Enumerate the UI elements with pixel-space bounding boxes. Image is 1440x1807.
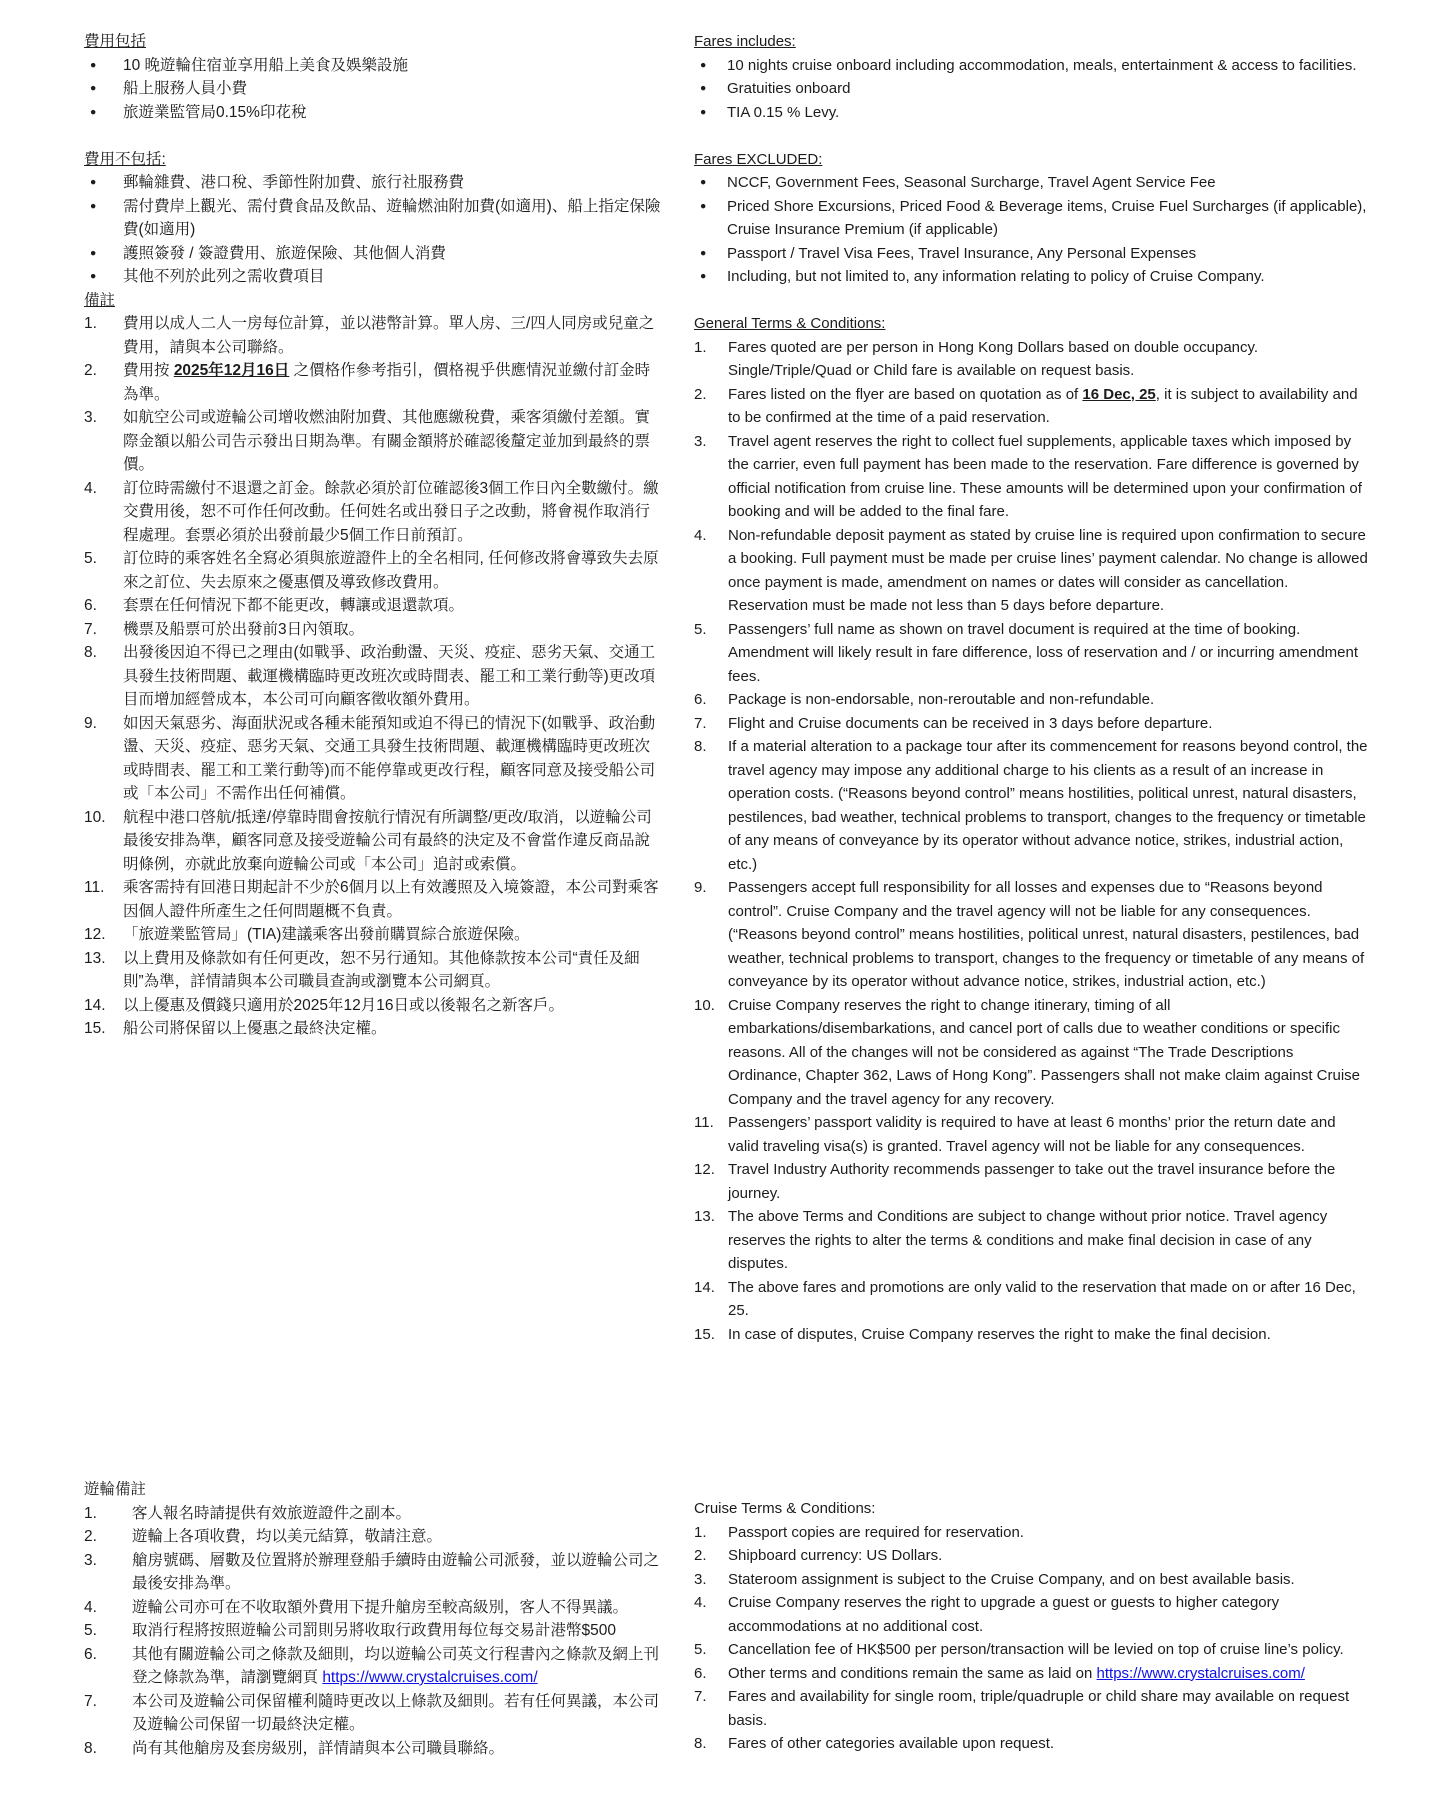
fares-include-zh-list	[84, 54, 662, 125]
bullet-item: ● 10 晚遊輪住宿並享用船上美食及娛樂設施	[84, 54, 662, 78]
note-item: 以上優惠及價錢只適用於2025年12月16日或以後報名之新客戶。	[123, 996, 564, 1014]
note-item: 出發後因迫不得已之理由(如戰爭、政治動盪、天災、疫症、惡劣天氣、交通工具發生技術問題、載運機構臨時更改班次或時間表、罷工和工業行動等)更改項目而增加經營成本，本公司可向顧客徵收額外費用。	[123, 644, 656, 708]
fares-exclude-en-title: Fares EXCLUDED:	[694, 150, 823, 168]
note-item: 以上費用及條款如有任何更改，恕不另行通知。其他條款按本公司“責任及細則”為準，詳情請與本公司職員查詢或瀏覽本公司網頁。	[123, 949, 640, 990]
cruise-terms-en-title: Cruise Terms & Conditions:	[694, 1500, 876, 1517]
note-item: 費用以成人二人一房每位計算，並以港幣計算。單人房、三/四人同房或兒童之費用，請與本公司聯絡。	[123, 315, 655, 356]
cruise-notes-zh-list	[84, 1502, 662, 1761]
term-item: The above Terms and Conditions are subject to change without prior notice. Travel agency reserves the rights to alter the terms & conditions and make final decision in case of any disputes.	[728, 1208, 1328, 1272]
cruise-terms-en-section	[694, 1497, 1368, 1756]
fares-include-en-list	[694, 54, 1368, 125]
cruise-term-item	[694, 1662, 1368, 1686]
fares-exclude-en-list	[694, 171, 1368, 289]
left-column	[84, 30, 662, 1041]
cruise-term-item: Fares and availability for single room, triple/quadruple or child share may available on request basis.	[728, 1688, 1350, 1729]
note-item: 如航空公司或遊輪公司增收燃油附加費、其他應繳稅費，乘客須繳付差額。實際金額以船公司告示發出日期為準。有關金額將於確認後釐定並加到最終的票價。	[123, 409, 651, 473]
fares-exclude-zh-list	[84, 171, 662, 289]
term-item: Travel Industry Authority recommends passenger to take out the travel insurance before the journey.	[728, 1161, 1336, 1202]
cruise-note-item: 遊輪公司亦可在不收取額外費用下提升艙房至較高級別，客人不得異議。	[132, 1598, 629, 1616]
bullet-item: ● Gratuities onboard	[694, 77, 1368, 101]
note-item: 如因天氣惡劣、海面狀況或各種未能預知或迫不得已的情況下(如戰爭、政治動盪、天災、疫症、惡劣天氣、交通工具發生技術問題、載運機構臨時更改班次或時間表、罷工和工業行動等)而不能停靠或更改行程，顧客同意及接受船公司或「本公司」不需作出任何補償。	[123, 714, 656, 802]
note-item	[84, 359, 662, 406]
bullet-item: ● Passport / Travel Visa Fees, Travel Insurance, Any Personal Expenses	[694, 242, 1368, 266]
note-item: 訂位時需繳付不退還之訂金。餘款必須於訂位確認後3個工作日內全數繳付。繳交費用後，恕不可作任何改動。任何姓名或出發日子之改動，將會視作取消行程處理。套票必須於出發前最少5個工作日前預訂。	[123, 479, 659, 544]
term-item: Package is non-endorsable, non-reroutable and non-refundable.	[728, 691, 1155, 708]
notes-zh-title: 備註	[84, 291, 116, 309]
right-column	[694, 30, 1368, 1346]
term-item: Flight and Cruise documents can be received in 3 days before departure.	[728, 714, 1213, 732]
term-item: Travel agent reserves the right to collect fuel supplements, applicable taxes which imposed by the carrier, even full payment has been made to the reservation. Fare difference is governed by official notification from cruise line. These amounts will be determined upon your confirmation of booking and will be added to the final fare.	[728, 432, 1362, 520]
general-terms-title: General Terms & Conditions:	[694, 315, 886, 332]
fares-include-en-title: Fares includes:	[694, 33, 796, 50]
term-item: Passengers’ passport validity is required to have at least 6 months’ prior the return date and valid traveling visa(s) is granted. Travel agency will not be liable for any consequences.	[728, 1114, 1336, 1155]
general-terms-list	[694, 336, 1368, 1347]
bullet-item: ● 護照簽發 / 簽證費用、旅遊保險、其他個人消費	[84, 242, 662, 266]
term-item: The above fares and promotions are only valid to the reservation that made on or after 16 Dec, 25.	[728, 1278, 1356, 1319]
cruise-note-item: 艙房號碼、層數及位置將於辦理登船手續時由遊輪公司派發，並以遊輪公司之最後安排為準。	[132, 1551, 660, 1592]
quotation-date: 16 Dec, 25	[1082, 385, 1156, 403]
term-item: Passengers’ full name as shown on travel document is required at the time of booking. Amendment will likely result in fare difference, loss of reservation and / or incurring amendment fees.	[728, 620, 1359, 685]
cruise-note-item: 客人報名時請提供有效旅遊證件之副本。	[132, 1504, 412, 1522]
cruise-notes-zh-title: 遊輪備註	[84, 1481, 147, 1498]
bullet-item: ● Including, but not limited to, any information relating to policy of Cruise Company.	[694, 265, 1368, 289]
cruise-term-item: Cancellation fee of HK$500 per person/transaction will be levied on top of cruise line’s policy.	[728, 1641, 1344, 1658]
fares-include-zh-title: 費用包括	[84, 33, 147, 50]
bullet-item: ● 10 nights cruise onboard including accommodation, meals, entertainment & access to facilities.	[694, 54, 1368, 78]
note-item: 訂位時的乘客姓名全寫必須與旅遊證件上的全名相同, 任何修改將會導致失去原來之訂位、失去原來之優惠價及導致修改費用。	[123, 550, 659, 591]
cruise-note-item: 本公司及遊輪公司保留權利隨時更改以上條款及細則。若有任何異議，本公司及遊輪公司保留一切最終決定權。	[132, 1692, 660, 1733]
note-text: 費用按	[123, 362, 174, 379]
crystal-cruises-link[interactable]: https://www.crystalcruises.com/	[322, 1669, 538, 1686]
fares-exclude-zh-title: 費用不包括:	[84, 150, 166, 168]
bullet-item: ● NCCF, Government Fees, Seasonal Surcharge, Travel Agent Service Fee	[694, 171, 1368, 195]
term-item: If a material alteration to a package tour after its commencement for reasons beyond control, the travel agency may impose any additional charge to his clients as a result of an increase in operation costs. (“Reasons beyond control” means hostilities, political unrest, natural disasters, pestilences, bad weather, technical problems to transport, changes to the frequency or timetable of any means of conveyance by its operator without advance notice, strikes, industrial action, etc.)	[728, 738, 1368, 873]
term-text: , it is subject to availability and to be confirmed at the time of a paid reservation.	[728, 385, 1358, 426]
notes-zh-list	[84, 312, 662, 1041]
bullet-item: ● 其他不列於此列之需收費項目	[84, 265, 662, 289]
term-item	[694, 383, 1368, 430]
bullet-item: ● TIA 0.15 % Levy.	[694, 101, 1368, 125]
bullet-item: ● 需付費岸上觀光、需付費食品及飲品、遊輪燃油附加費(如適用)、船上指定保險費(如適用)	[84, 195, 662, 242]
cruise-note-item: 遊輪上各項收費，均以美元結算，敬請注意。	[132, 1528, 443, 1545]
crystal-cruises-link[interactable]: https://www.crystalcruises.com/	[1096, 1664, 1305, 1682]
cruise-term-item: Shipboard currency: US Dollars.	[728, 1547, 943, 1564]
cruise-term-item: Cruise Company reserves the right to upgrade a guest or guests to higher category accommodations at no additional cost.	[728, 1594, 1280, 1635]
cruise-notes-zh-section	[84, 1478, 662, 1760]
bullet-item: ● 船上服務人員小費	[84, 77, 662, 101]
cruise-term-item: Passport copies are required for reservation.	[728, 1523, 1024, 1541]
cruise-term-item: Stateroom assignment is subject to the Cruise Company, and on best available basis.	[728, 1570, 1295, 1588]
note-item: 航程中港口啓航/抵達/停靠時間會按航行情況有所調整/更改/取消，以遊輪公司最後安排為準，顧客同意及接受遊輪公司有最終的決定及不會當作違反商品說明條例，亦就此放棄向遊輪公司或「本公司」追討或索償。	[123, 808, 652, 873]
bullet-item: ● 郵輪雜費、港口稅、季節性附加費、旅行社服務費	[84, 171, 662, 195]
term-item: Non-refundable deposit payment as stated by cruise line is required upon confirmation to secure a booking. Full payment must be made per cruise lines’ payment calendar. No change is allowed once payment is made, amendment on names or dates will consider as cancellation. Reservation must be made not less than 5 days before departure.	[728, 526, 1368, 614]
bullet-item: ● 旅遊業監管局0.15%印花稅	[84, 101, 662, 125]
term-text: Other terms and conditions remain the same as laid on	[728, 1664, 1097, 1682]
cruise-note-item: 取消行程將按照遊輪公司罰則另將收取行政費用每位每交易計港幣$500	[132, 1622, 616, 1639]
note-item: 乘客需持有回港日期起計不少於6個月以上有效護照及入境簽證，本公司對乘客因個人證件所產生之任何問題概不負責。	[123, 879, 659, 920]
note-item: 套票在任何情況下都不能更改，轉讓或退還款項。	[123, 597, 465, 614]
note-text: 其他有關遊輪公司之條款及細則，均以遊輪公司英文行程書內之條款及網上刊登之條款為準，請瀏覽網頁	[132, 1645, 660, 1686]
note-item: 「旅遊業監管局」(TIA)建議乘客出發前購買綜合旅遊保險。	[123, 926, 530, 943]
cruise-note-item	[84, 1643, 662, 1690]
note-item: 船公司將保留以上優惠之最終決定權。	[123, 1020, 387, 1037]
term-item: Passengers accept full responsibility for all losses and expenses due to “Reasons beyond control”. Cruise Company and the travel agency will not be liable for any consequences. (“Reasons beyond control” means hostilities, political unrest, natural disasters, pestilences, bad weather, technical problems to transport, changes to the frequency or timetable of any means of conveyance by its operator without advance notice, strikes, industrial action, etc.)	[728, 879, 1365, 990]
cruise-note-item: 尚有其他艙房及套房級別，詳情請與本公司職員聯絡。	[132, 1739, 505, 1757]
term-text: Fares listed on the flyer are based on quotation as of	[728, 385, 1083, 403]
note-text: 之價格作參考指引，價格視乎供應情況並繳付訂金時為準。	[123, 362, 651, 403]
price-date: 2025年12月16日	[173, 362, 290, 379]
term-item: Cruise Company reserves the right to change itinerary, timing of all embarkations/disembarkations, and cancel port of calls due to weather conditions or specific reasons. All of the changes will not be considered as against “The Trade Descriptions Ordinance, Chapter 362, Laws of Hong Kong”. Passengers shall not make claim against Cruise Company and the travel agency for any recovery.	[728, 996, 1360, 1108]
term-item: In case of disputes, Cruise Company reserves the right to make the final decision.	[728, 1325, 1271, 1343]
cruise-term-item: Fares of other categories available upon request.	[728, 1735, 1055, 1752]
term-item: Fares quoted are per person in Hong Kong Dollars based on double occupancy. Single/Triple/Quad or Child fare is available on request basis.	[728, 338, 1259, 379]
bullet-item: ● Priced Shore Excursions, Priced Food & Beverage items, Cruise Fuel Surcharges (if applicable), Cruise Insurance Premium (if applicable)	[694, 195, 1368, 242]
note-item: 機票及船票可於出發前3日內領取。	[123, 620, 365, 638]
cruise-terms-en-list	[694, 1521, 1368, 1756]
